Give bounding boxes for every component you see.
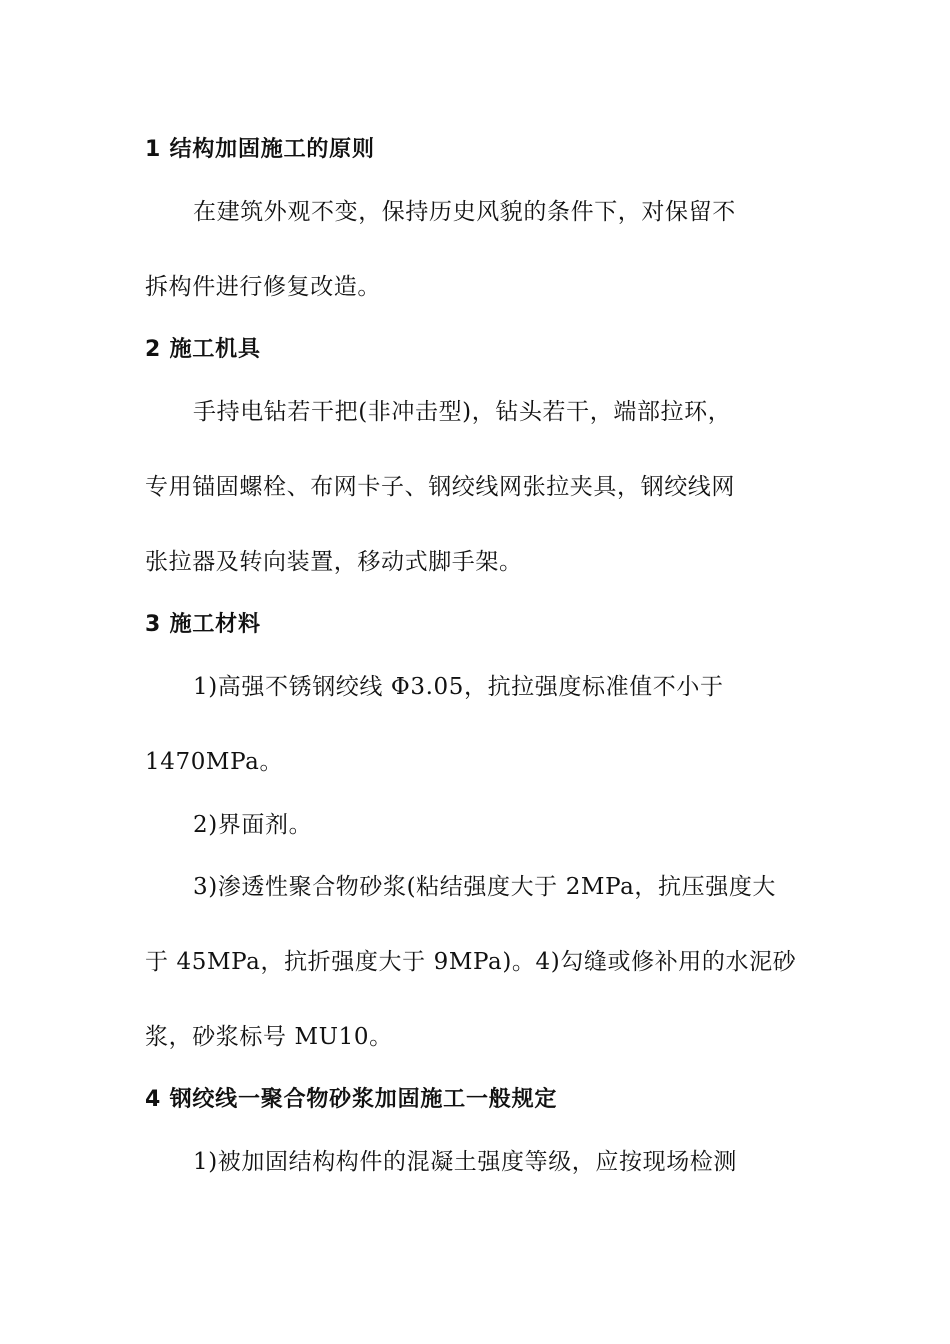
section-4-item-1-line-1: 1)被加固结构构件的混凝土强度等级，应按现场检测 <box>193 1149 738 1175</box>
section-3-item-3-line-1: 3)渗透性聚合物砂浆(粘结强度大于 2MPa，抗压强度大 <box>193 874 777 900</box>
section-2-heading: 2 施工机具 <box>145 337 261 362</box>
section-1-heading: 1 结构加固施工的原则 <box>145 137 375 162</box>
section-3-item-2: 2)界面剂。 <box>193 812 313 838</box>
section-3-item-1-line-2: 1470MPa。 <box>145 749 284 775</box>
section-2-paragraph-line-2: 专用锚固螺栓、布网卡子、钢绞线网张拉夹具，钢绞线网 <box>145 474 735 500</box>
section-2-paragraph-line-1: 手持电钻若干把(非冲击型)，钻头若干，端部拉环， <box>193 399 732 425</box>
section-3-item-3-line-2: 于 45MPa，抗折强度大于 9MPa)。4)勾缝或修补用的水泥砂 <box>145 949 797 975</box>
section-2-paragraph-line-3: 张拉器及转向装置，移动式脚手架。 <box>145 549 523 575</box>
section-4-heading: 4 钢绞线一聚合物砂浆加固施工一般规定 <box>145 1087 558 1112</box>
section-3-item-3-line-3: 浆，砂浆标号 MU10。 <box>145 1024 393 1050</box>
section-3-item-1-line-1: 1)高强不锈钢绞线 Φ3.05，抗拉强度标准值不小于 <box>193 674 724 700</box>
section-1-paragraph-line-2: 拆构件进行修复改造。 <box>145 274 381 300</box>
section-1-paragraph-line-1: 在建筑外观不变，保持历史风貌的条件下，对保留不 <box>193 199 736 225</box>
section-3-heading: 3 施工材料 <box>145 612 261 637</box>
